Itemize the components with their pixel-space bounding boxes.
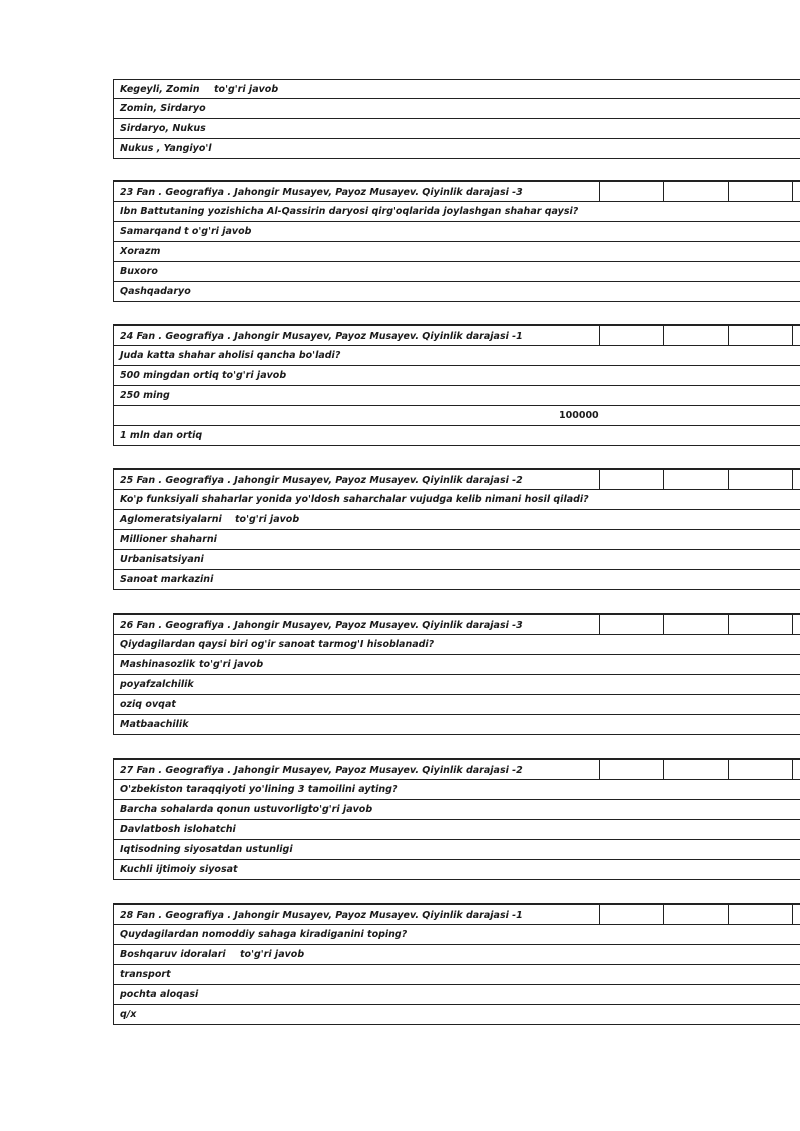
option-row	[113, 510, 800, 530]
option-text: Buxoro	[120, 266, 158, 277]
option-row	[113, 426, 800, 446]
option-row	[113, 366, 800, 386]
option-text: Qashqadaryo	[120, 286, 191, 297]
question-header	[113, 468, 800, 490]
option-text: 1 mln dan ortiq	[120, 430, 203, 441]
score-cell	[728, 470, 729, 489]
answer-block-continued	[113, 79, 800, 159]
option-row	[113, 715, 800, 735]
option-text: Aglomeratsiyalarni	[120, 514, 222, 525]
option-text: Iqtisodning siyosatdan ustunligi	[120, 844, 293, 855]
option-row	[113, 800, 800, 820]
option-row	[113, 840, 800, 860]
option-text: 250 ming	[120, 390, 170, 401]
question-text-row	[113, 635, 800, 655]
option-row	[113, 695, 800, 715]
score-cell	[663, 905, 664, 924]
question-text-row	[113, 202, 800, 222]
score-cell	[792, 470, 793, 489]
option-row	[113, 406, 800, 426]
score-cell	[599, 905, 600, 924]
score-cell	[792, 615, 793, 634]
question-block-26	[113, 613, 800, 735]
question-header	[113, 324, 800, 346]
option-row	[113, 985, 800, 1005]
option-row	[113, 222, 800, 242]
correct-answer-mark: to'g'ri javob	[214, 84, 279, 95]
question-text: Ibn Battutaning yozishicha Al-Qassirin daryosi qirg'oqlarida joylashgan shahar qaysi?	[120, 206, 579, 217]
option-text: Boshqaruv idoralari	[120, 949, 226, 960]
question-block-27	[113, 758, 800, 880]
question-header	[113, 903, 800, 925]
question-block-23	[113, 180, 800, 302]
score-cell	[728, 760, 729, 779]
option-row	[113, 386, 800, 406]
correct-answer-mark: t o'g'ri javob	[184, 226, 252, 237]
option-text: transport	[120, 969, 171, 980]
option-row	[113, 530, 800, 550]
question-text-row	[113, 925, 800, 945]
option-text: Matbaachilik	[120, 719, 189, 730]
question-meta: 28 Fan . Geografiya . Jahongir Musayev, Payoz Musayev. Qiyinlik darajasi -1	[120, 910, 523, 921]
score-cell	[599, 760, 600, 779]
question-meta: 25 Fan . Geografiya . Jahongir Musayev, Payoz Musayev. Qiyinlik darajasi -2	[120, 475, 523, 486]
score-cell	[728, 905, 729, 924]
option-row	[113, 550, 800, 570]
question-text-row	[113, 490, 800, 510]
score-cell	[599, 470, 600, 489]
option-text: Davlatbosh islohatchi	[120, 824, 236, 835]
option-text: Zomin, Sirdaryo	[120, 103, 206, 114]
option-row	[113, 965, 800, 985]
score-cell	[599, 182, 600, 201]
question-text: Quydagilardan nomoddiy sahaga kiradiganini toping?	[120, 929, 408, 940]
score-cell	[728, 326, 729, 345]
question-text-row	[113, 346, 800, 366]
score-cell	[792, 760, 793, 779]
option-text: q/x	[120, 1009, 137, 1020]
option-row	[113, 820, 800, 840]
option-text: Kuchli ijtimoiy siyosat	[120, 864, 238, 875]
option-text: Barcha sohalarda qonun ustuvorligi	[120, 804, 312, 815]
question-text: Juda katta shahar aholisi qancha bo'ladi?	[120, 350, 341, 361]
option-row	[113, 99, 800, 119]
option-text: 500 mingdan ortiq	[120, 370, 219, 381]
option-row	[113, 945, 800, 965]
correct-answer-mark: to'g'ri javob	[199, 659, 264, 670]
score-cell	[663, 615, 664, 634]
option-row	[113, 655, 800, 675]
question-meta: 23 Fan . Geografiya . Jahongir Musayev, Payoz Musayev. Qiyinlik darajasi -3	[120, 187, 523, 198]
option-row	[113, 242, 800, 262]
correct-answer-mark: to'g'ri javob	[240, 949, 305, 960]
option-row	[113, 282, 800, 302]
score-cell	[792, 905, 793, 924]
option-text: Kegeyli, Zomin	[120, 84, 200, 95]
score-cell	[663, 326, 664, 345]
option-text: Millioner shaharni	[120, 534, 217, 545]
option-row	[113, 1005, 800, 1025]
score-cell	[599, 615, 600, 634]
score-cell	[728, 615, 729, 634]
score-cell	[728, 182, 729, 201]
question-text-row	[113, 780, 800, 800]
score-cell	[792, 182, 793, 201]
score-cell	[663, 182, 664, 201]
option-text: Mashinasozlik	[120, 659, 196, 670]
option-text: 100000	[559, 410, 599, 421]
correct-answer-mark: to'g'ri javob	[308, 804, 373, 815]
option-text: Nukus , Yangiyo'l	[120, 143, 212, 154]
option-text: Sirdaryo, Nukus	[120, 123, 206, 134]
question-text: Qiydagilardan qaysi biri og'ir sanoat tarmog'I hisoblanadi?	[120, 639, 435, 650]
option-text: Urbanisatsiyani	[120, 554, 204, 565]
option-text: Samarqand	[120, 226, 182, 237]
option-row	[113, 860, 800, 880]
option-text: Sanoat markazini	[120, 574, 214, 585]
question-meta: 26 Fan . Geografiya . Jahongir Musayev, Payoz Musayev. Qiyinlik darajasi -3	[120, 620, 523, 631]
question-block-25	[113, 468, 800, 590]
question-header	[113, 180, 800, 202]
option-row	[113, 139, 800, 159]
option-row	[113, 675, 800, 695]
question-header	[113, 758, 800, 780]
score-cell	[599, 326, 600, 345]
score-cell	[663, 760, 664, 779]
option-row	[113, 79, 800, 99]
option-text: pochta aloqasi	[120, 989, 199, 1000]
option-row	[113, 119, 800, 139]
question-header	[113, 613, 800, 635]
question-meta: 24 Fan . Geografiya . Jahongir Musayev, Payoz Musayev. Qiyinlik darajasi -1	[120, 331, 523, 342]
question-block-24	[113, 324, 800, 446]
question-text: Ko'p funksiyali shaharlar yonida yo'ldosh saharchalar vujudga kelib nimani hosil qiladi?	[120, 494, 589, 505]
question-meta: 27 Fan . Geografiya . Jahongir Musayev, Payoz Musayev. Qiyinlik darajasi -2	[120, 765, 523, 776]
correct-answer-mark: to'g'ri javob	[222, 370, 287, 381]
option-text: Xorazm	[120, 246, 161, 257]
question-text: O'zbekiston taraqqiyoti yo'lining 3 tamoilini ayting?	[120, 784, 398, 795]
question-block-28	[113, 903, 800, 1025]
option-text: oziq ovqat	[120, 699, 176, 710]
option-row	[113, 262, 800, 282]
score-cell	[663, 470, 664, 489]
correct-answer-mark: to'g'ri javob	[235, 514, 300, 525]
score-cell	[792, 326, 793, 345]
option-text: poyafzalchilik	[120, 679, 194, 690]
option-row	[113, 570, 800, 590]
